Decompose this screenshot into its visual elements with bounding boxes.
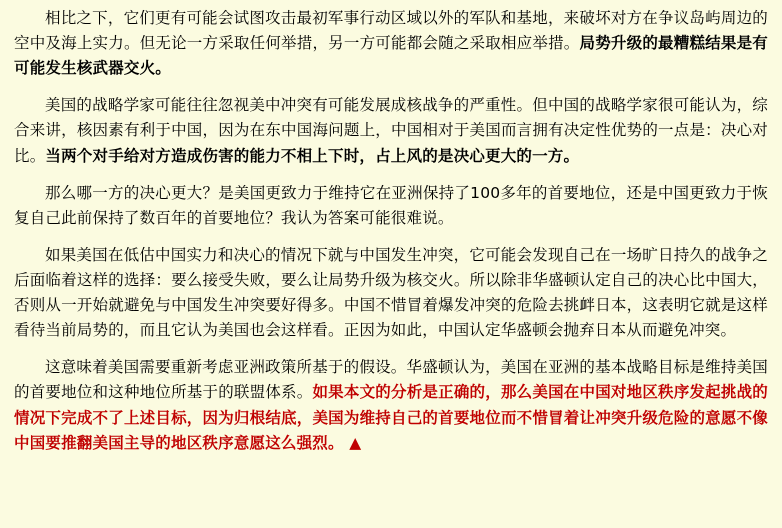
paragraph-2-run-1: 美国的战略学家可能往往忽视美中冲突有可能发展成核战争的严重性。但中国的战略学家很可能认为，综合来讲，核因素有利于中国，因为在东中国海问题上，中国相对于美国而言拥有决定性优势的一点是：决心对比。 — [14, 96, 768, 165]
paragraph-4 — [14, 243, 768, 343]
paragraph-5-run-2-highlight: 如果本文的分析是正确的，那么美国在中国对地区秩序发起挑战的情况下完成不了上述目标，因为归根结底，美国为维持自己的首要地位而不惜冒着让冲突升级危险的意愿不像中国要推翻美国主导的地区秩序意愿这么强烈。 — [14, 383, 768, 452]
paragraph-5 — [14, 355, 768, 455]
paragraph-1 — [14, 6, 768, 81]
paragraph-2 — [14, 93, 768, 168]
paragraph-3 — [14, 181, 768, 231]
end-of-article-marker: ▲ — [343, 433, 362, 452]
paragraph-3-run-1: 那么哪一方的决心更大？是美国更致力于维持它在亚洲保持了100多年的首要地位，还是中国更致力于恢复自己此前保持了数百年的首要地位？我认为答案可能很难说。 — [14, 183, 768, 227]
paragraph-5-run-1: 这意味着美国需要重新考虑亚洲政策所基于的假设。华盛顿认为，美国在亚洲的基本战略目标是维持美国的首要地位和这种地位所基于的联盟体系。 — [14, 358, 768, 402]
paragraph-4-run-1: 如果美国在低估中国实力和决心的情况下就与中国发生冲突，它可能会发现自己在一场旷日持久的战争之后面临着这样的选择：要么接受失败，要么让局势升级为核交火。所以除非华盛顿认定自己的决心比中国大，否则从一开始就避免与中国发生冲突要好得多。中国不惜冒着爆发冲突的危险去挑衅日本，这表明它就是这样看待当前局势的，而且它认为美国也会这样看。正因为如此，中国认定华盛顿会抛弃日本从而避免冲突。 — [14, 245, 768, 340]
paragraph-1-run-1: 相比之下，它们更有可能会试图攻击最初军事行动区域以外的军队和基地，来破坏对方在争议岛屿周边的空中及海上实力。但无论一方采取任何举措，另一方可能都会随之采取相应举措。 — [14, 9, 768, 53]
paragraph-1-run-2-bold: 局势升级的最糟糕结果是有可能发生核武器交火。 — [14, 34, 769, 78]
paragraph-2-run-2-bold: 当两个对手给对方造成伤害的能力不相上下时，占上风的是决心更大的一方。 — [45, 146, 580, 165]
